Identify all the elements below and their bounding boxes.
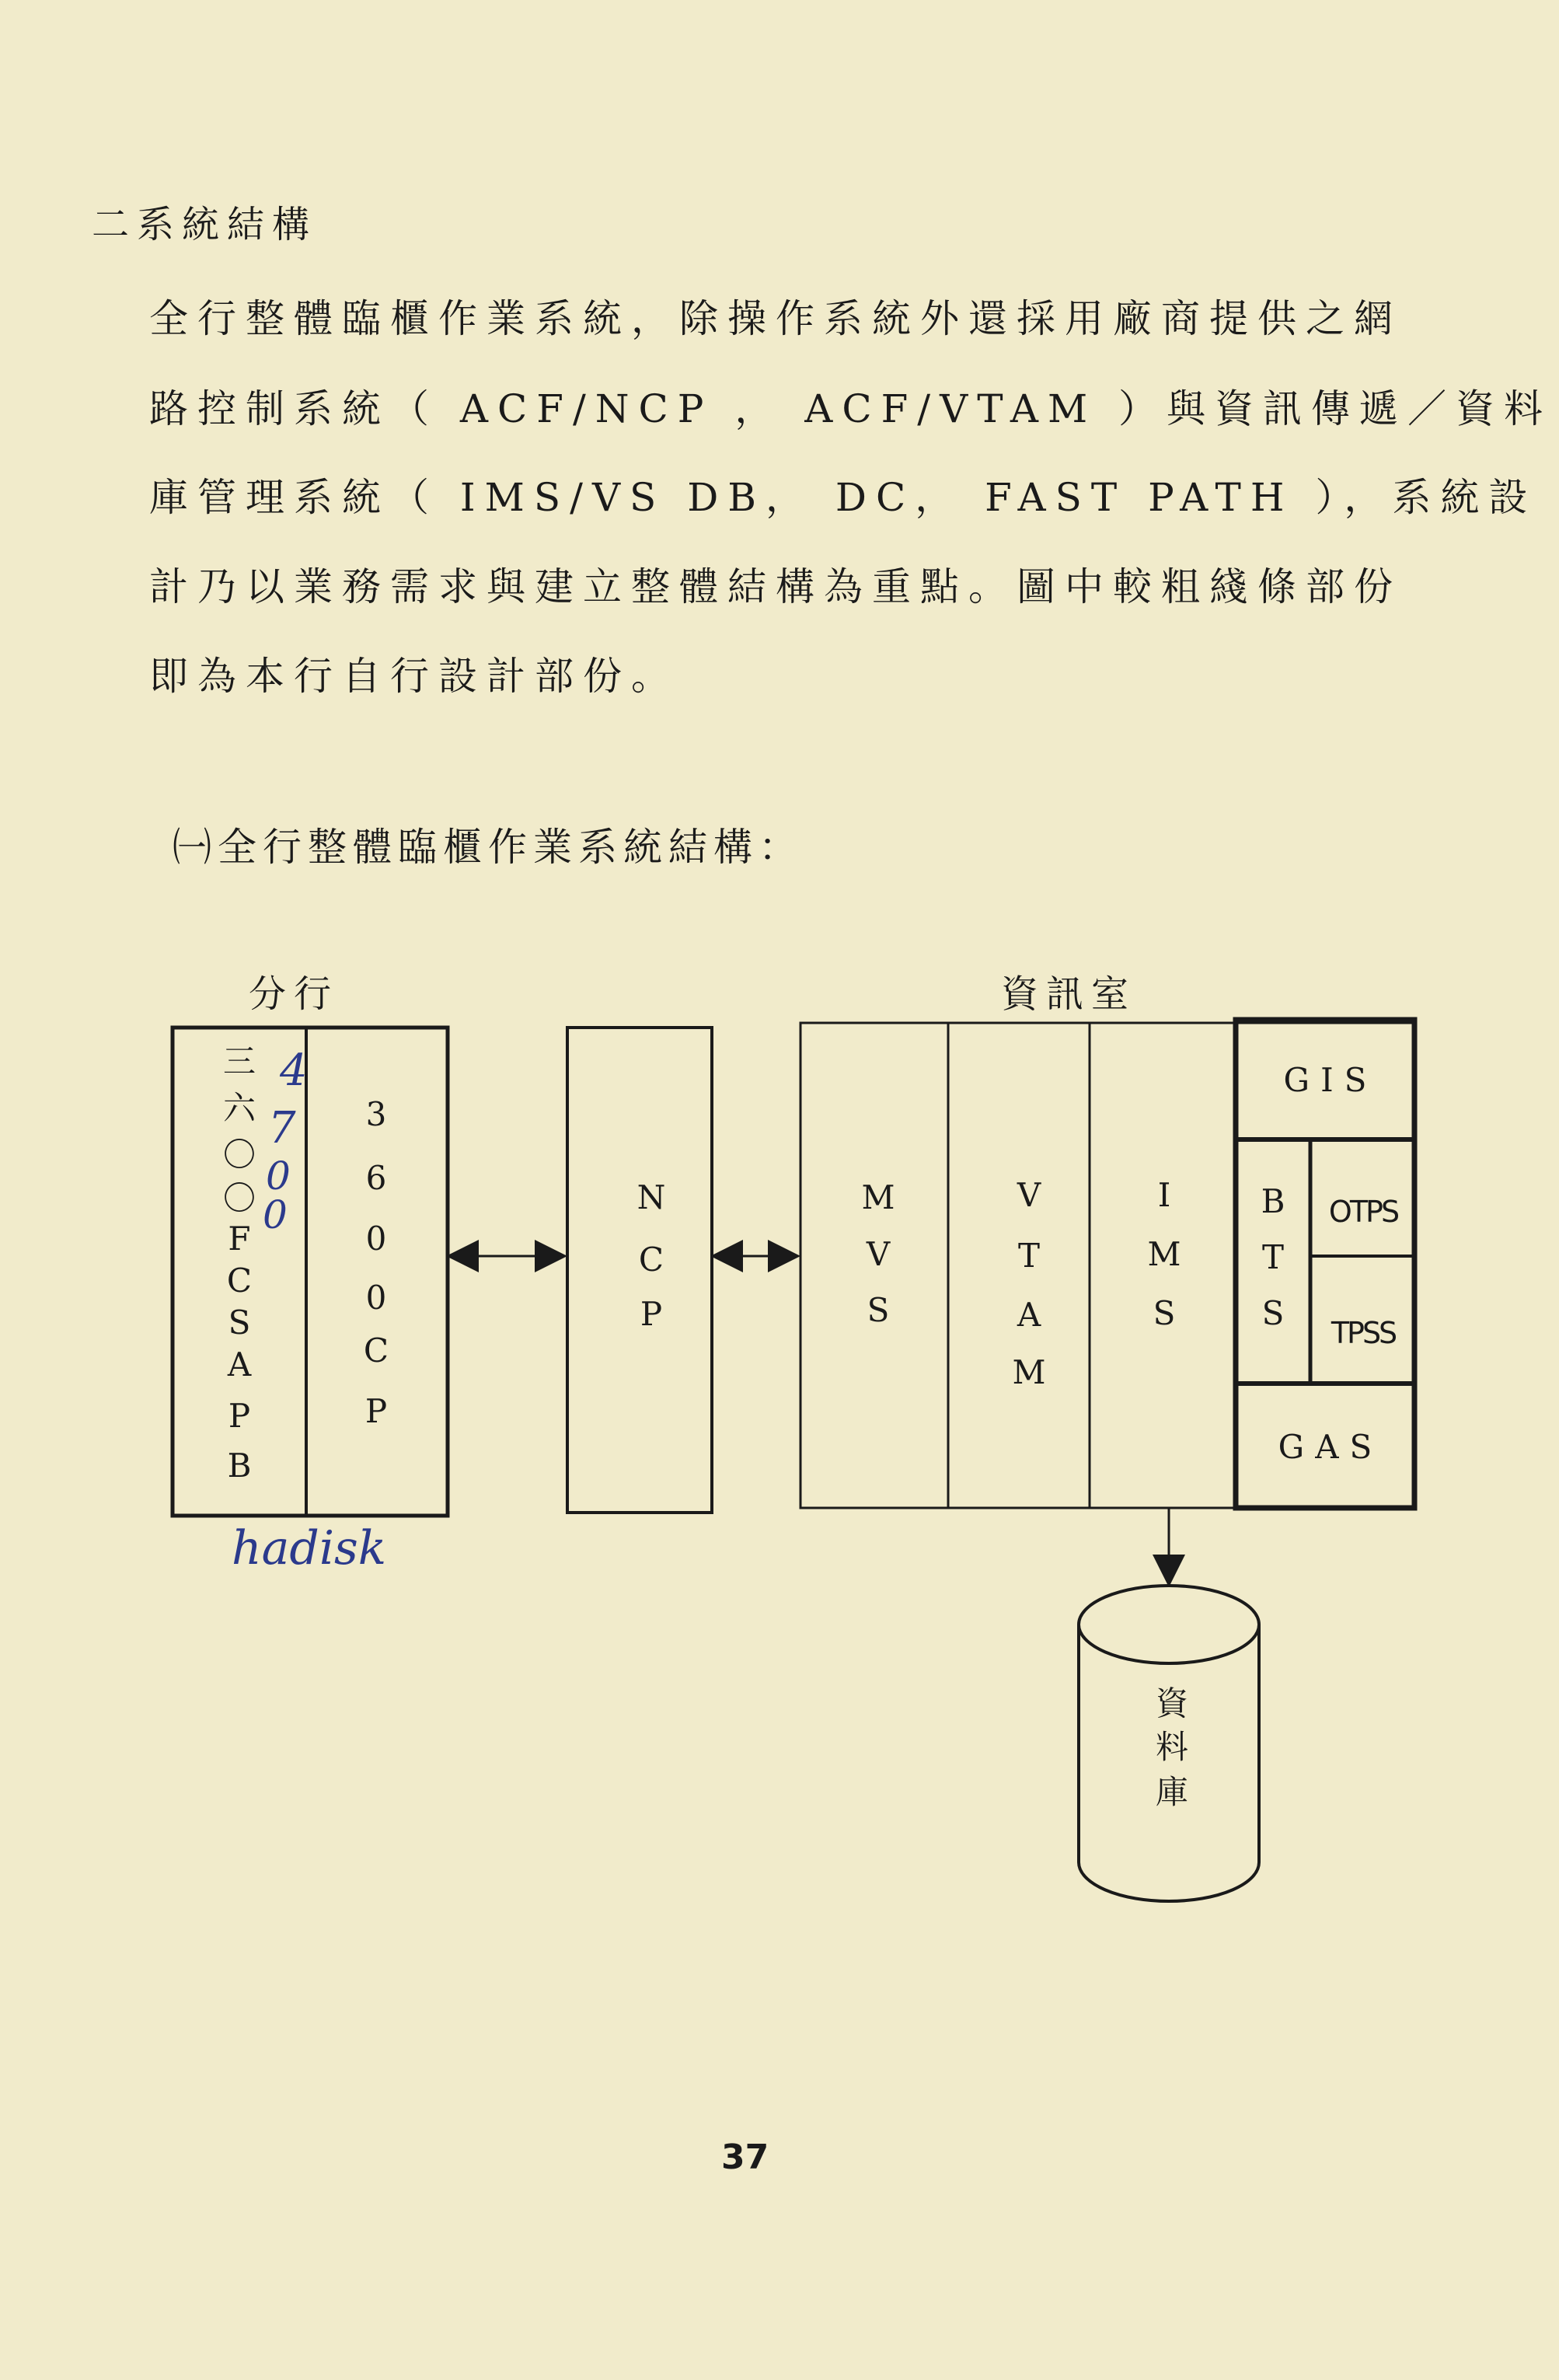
fcsapb-label	[223, 1042, 256, 1485]
svg-text:六: 六	[222, 1089, 256, 1127]
svg-text:4: 4	[280, 1045, 308, 1096]
handwritten-note: hadisk	[232, 1521, 387, 1576]
datacenter-label: 資訊室	[1001, 972, 1137, 1016]
svg-text:3: 3	[365, 1095, 387, 1133]
svg-text:0: 0	[365, 1220, 387, 1258]
branch-label: 分行	[249, 972, 340, 1016]
svg-text:A: A	[227, 1345, 252, 1384]
svg-text:C: C	[638, 1241, 664, 1279]
svg-text:S: S	[867, 1291, 890, 1329]
svg-text:料: 料	[1155, 1728, 1189, 1766]
paragraph-line: 庫管理系統（ IMS/VS DB， DC， FAST PATH ），系統設	[149, 475, 1537, 520]
svg-text:S: S	[228, 1303, 251, 1342]
svg-text:C: C	[226, 1262, 253, 1300]
svg-text:P: P	[228, 1397, 251, 1435]
svg-text:M: M	[1012, 1353, 1046, 1391]
svg-text:三: 三	[222, 1042, 256, 1080]
section-heading: 二系統結構	[92, 203, 318, 246]
gis-label: GIS	[1283, 1061, 1378, 1099]
svg-text:〇: 〇	[222, 1136, 256, 1174]
svg-text:〇: 〇	[222, 1179, 256, 1217]
database-label	[1156, 1684, 1189, 1811]
svg-text:0: 0	[266, 1153, 291, 1199]
page-number: 37	[721, 2137, 769, 2177]
svg-text:P: P	[364, 1392, 388, 1430]
svg-text:S: S	[1153, 1294, 1176, 1332]
otps-label: OTPS	[1328, 1195, 1398, 1229]
paragraph-line: 計乃以業務需求與建立整體結構為重點。圖中較粗綫條部份	[149, 564, 1402, 609]
handwritten-4700	[263, 1045, 308, 1237]
branch-box	[173, 1028, 448, 1516]
paragraph-line: 即為本行自行設計部份。	[149, 654, 679, 699]
svg-text:M: M	[1147, 1235, 1181, 1273]
svg-text:T: T	[1017, 1237, 1041, 1275]
svg-text:T: T	[1261, 1238, 1285, 1276]
svg-text:N: N	[637, 1178, 666, 1216]
svg-text:資: 資	[1155, 1684, 1189, 1722]
svg-text:I: I	[1157, 1176, 1171, 1214]
svg-text:庫: 庫	[1155, 1773, 1189, 1811]
gas-label: GAS	[1278, 1428, 1383, 1466]
svg-text:P: P	[640, 1295, 663, 1333]
svg-text:A: A	[1017, 1296, 1041, 1334]
subsection-heading: ㈠全行整體臨櫃作業系統結構：	[173, 825, 804, 870]
svg-text:V: V	[1017, 1176, 1041, 1214]
svg-text:F: F	[228, 1220, 251, 1258]
ncp-label	[637, 1178, 666, 1333]
3600cp-label	[364, 1095, 389, 1430]
svg-text:B: B	[1261, 1182, 1285, 1220]
ims-label	[1147, 1176, 1181, 1332]
svg-text:M: M	[861, 1178, 895, 1216]
svg-text:V: V	[866, 1235, 891, 1273]
bts-label	[1261, 1182, 1285, 1332]
vtam-label	[1012, 1176, 1045, 1391]
svg-text:0: 0	[263, 1192, 288, 1237]
mvs-label	[861, 1178, 895, 1329]
paragraph-line: 路控制系統（ ACF/NCP ， ACF/VTAM ）與資訊傳遞／資料	[149, 386, 1553, 431]
svg-text:0: 0	[365, 1279, 387, 1317]
svg-text:C: C	[363, 1331, 389, 1370]
svg-text:6: 6	[365, 1159, 387, 1197]
svg-text:7: 7	[268, 1103, 296, 1153]
tpss-label: TPSS	[1331, 1316, 1396, 1350]
paragraph-line: 全行整體臨櫃作業系統，除操作系統外還採用廠商提供之網	[149, 296, 1402, 341]
svg-text:S: S	[1261, 1294, 1285, 1332]
svg-text:B: B	[227, 1446, 252, 1485]
